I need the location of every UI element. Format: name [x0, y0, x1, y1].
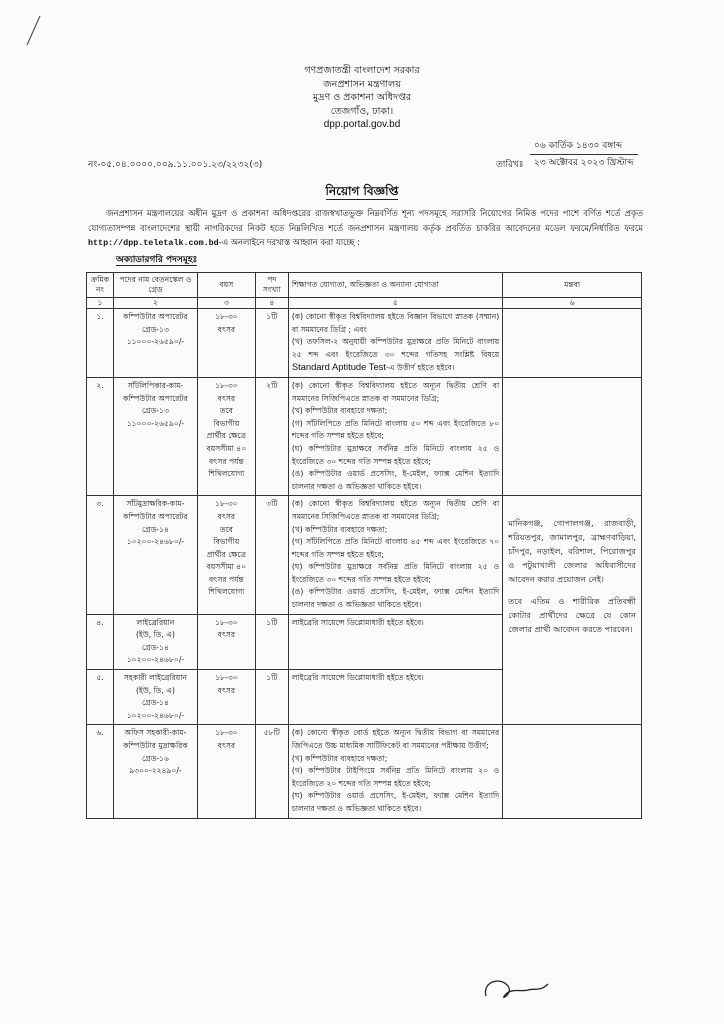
- remarks-quota: তবে এতিম ও শারীরিক প্রতিবন্ধী কোটার প্রার্থীদের ক্ষেত্রে যে কোন জেলার প্রার্থী আবেদন করতে পারবেন।: [508, 596, 636, 635]
- header-sl: ক্রমিক নং: [87, 273, 114, 298]
- row-sl: ৫.: [87, 670, 114, 725]
- column-number-row: [87, 298, 642, 309]
- header-government: গণপ্রজাতন্ত্রী বাংলাদেশ সরকার: [304, 65, 420, 76]
- date-bangla: ০৬ কার্তিক ১৪৩০ বঙ্গাব্দ: [534, 141, 623, 151]
- row-count: ১টি: [255, 670, 288, 725]
- date-label: তারিখঃ: [496, 160, 524, 170]
- remarks-districts: মানিকগঞ্জ, গোপালগঞ্জ, রাজবাড়ী, শরিয়তপুর, জামালপুর, ব্রাহ্মণবাড়িয়া, চাঁদপুর, নড়াইল, বরিশাল, পিরোজপুর ও পটুয়াখালী জেলার অধিবাসীদের আবেদন করার প্রয়োজন নেই।: [508, 518, 636, 585]
- row-age: ১৮-৩০ বৎসর: [197, 725, 255, 818]
- row-post: সাঁটলিপিকার-কাম-কম্পিউটার অপারেটর গ্রেড-১৩ ১১০০০-২৬৫৯০/-: [113, 377, 197, 495]
- row-qualification: লাইব্রেরি সায়েন্সে ডিপ্লোমাধারী হইতে হইবে।: [288, 614, 502, 669]
- header-qualification: শিক্ষাগত যোগ্যতা, অভিজ্ঞতা ও অন্যান্য যোগ্যতা: [288, 273, 502, 298]
- row-age: ১৮-৩০ বৎসর: [197, 670, 255, 725]
- row-qualification: (ক) কোনো স্বীকৃত বোর্ড হইতে অন্যূন দ্বিতীয় বিভাগ বা সমমানের জিপিএতে উচ্চ মাধ্যমিক সার্টিফিকেট বা সমমানের পরীক্ষায় উত্তীর্ণ; (খ) কম্পিউটার ব্যবহারে দক্ষতা; (গ) কম্পিউটার টাইপিংয়ে সর্বনিম্ন প্রতি মিনিটে বাংলায় ২০ ও ইংরেজিতে ২০ শব্দের গতি সম্পন্ন হইতে হইবে; (ঘ) কম্পিউটার ওয়ার্ড প্রসেসিং, ই-মেইল, ফ্যাক্স মেশিন ইত্যাদি চালনার দক্ষতা ও অভিজ্ঞতা থাকিতে হইবে।: [288, 725, 502, 818]
- vacancy-table: [86, 272, 642, 819]
- teletalk-link[interactable]: http://dpp.teletalk.com.bd: [88, 238, 219, 248]
- header-post: পদের নাম বেতনস্কেল ও গ্রেড: [113, 273, 197, 298]
- header-address: তেজগাঁও, ঢাকা।: [330, 105, 394, 117]
- row-post: অফিস সহকারী-কাম-কম্পিউটার মুদ্রাক্ষরিক গ্রেড-১৬ ৯৩০০-২২৪৯০/-: [113, 725, 197, 818]
- row-count: ১টি: [255, 309, 288, 378]
- table-row: [87, 309, 642, 378]
- date-divider: [530, 154, 638, 155]
- row-qualification: (ক) কোনো স্বীকৃত বিশ্ববিদ্যালয় হইতে বিজ্ঞান বিভাগে স্নাতক (সম্মান) বা সমমানের ডিগ্রি ; এবং (খ) তফসিল-২ অনুযায়ী কম্পিউটার মুদ্রাক্ষরে প্রতি মিনিটে বাংলায় ২৫ শব্দ এবং ইংরেজিতে ৩০ শব্দের গতিসহ সংশ্লিষ্ট বিষয়ে Standard Aptitude Test-এ উত্তীর্ণ হইতে হইবে।: [288, 309, 502, 378]
- remarks-cell-top: [503, 377, 642, 495]
- row-age: ১৮-৩০ বৎসর: [197, 309, 255, 378]
- row-qualification: (ক) কোনো স্বীকৃত বিশ্ববিদ্যালয় হইতে অন্যূন দ্বিতীয় শ্রেণি বা সমমানের সিজিপিএতে স্নাতক বা সমমানের ডিগ্রি; (খ) কম্পিউটার ব্যবহারে দক্ষতা; (গ) সাঁটলিপিতে প্রতি মিনিটে বাংলায় ৫০ শব্দ এবং ইংরেজিতে ৮০ শব্দের গতি সম্পন্ন হইতে হইবে; (ঘ) কম্পিউটার মুদ্রাক্ষরে সর্বনিম্ন প্রতি মিনিটে বাংলায় ২৫ ও ইংরেজিতে ৩০ শব্দের গতি সম্পন্ন হইতে হইবে; (ঙ) কম্পিউটার ওয়ার্ড প্রসেসিং, ই-মেইল, ফ্যাক্স মেশিন ইত্যাদি চালনার দক্ষতা ও অভিজ্ঞতা থাকিতে হইবে।: [288, 377, 502, 495]
- remarks-cell-top: [503, 309, 642, 378]
- header-department: মুদ্রণ ও প্রকাশনা অধিদপ্তর: [312, 92, 412, 103]
- pen-stroke-mark: [24, 14, 44, 48]
- column-number: ২: [113, 298, 197, 309]
- column-number: ৪: [255, 298, 288, 309]
- table-header-row: [87, 273, 642, 298]
- row-age: ১৮-৩০ বৎসর তবে বিভাগীয় প্রার্থীর ক্ষেত্রে বয়সসীমা ৪০ বৎসর পর্যন্ত শিথিলযোগ্য: [197, 377, 255, 495]
- table-row: [87, 377, 642, 495]
- row-count: ১টি: [255, 614, 288, 669]
- row-count: ২টি: [255, 377, 288, 495]
- signature-mark: [478, 970, 558, 1010]
- row-sl: ২.: [87, 377, 114, 495]
- row-age: ১৮-৩০ বৎসর: [197, 614, 255, 669]
- intro-paragraph: জনপ্রশাসন মন্ত্রণালয়ের অধীন মুদ্রণ ও প্রকাশনা অধিদপ্তরের রাজস্বখাতভুক্ত নিম্নবর্ণিত শূন্য পদসমূহে সরাসরি নিয়োগের নিমিত্ত পদের পাশে বর্ণিত শর্তে প্রকৃত যোগ্যতাসম্পন্ন বাংলাদেশের স্থায়ী নাগরিকদের নিকট হতে নিম্নলিখিত শর্তে জনপ্রশাসন মন্ত্রণালয় কর্তৃক প্রবর্তিত চাকরির আবেদনের মডেল ফরমে/নির্ধারিত ফরমে http://dpp.teletalk.com.bd-এ অনলাইনে দরখাস্ত আহ্বান করা যাচ্ছে :: [88, 208, 643, 248]
- row-post: সাঁটমুদ্রাক্ষরিক-কাম-কম্পিউটার অপারেটর গ্রেড-১৪ ১০২০০-২৪৬৮০/-: [113, 496, 197, 614]
- section-title: অক্যাডারগরি পদসমূহঃ: [116, 255, 198, 265]
- date-english: ২৩ অক্টোবর ২০২৩ খ্রিস্টাব্দ: [534, 158, 634, 168]
- header-remarks: মন্তব্য: [503, 273, 642, 298]
- row-post: সহকারী লাইব্রেরিয়ান (ইউ, ডি, এ) গ্রেড-১৪ ১০২০০-২৪৬৮০/-: [113, 670, 197, 725]
- row-sl: ৩.: [87, 496, 114, 614]
- row-qualification: (ক) কোনো স্বীকৃত বিশ্ববিদ্যালয় হইতে অন্যূন দ্বিতীয় শ্রেণি বা সমমানের সিজিপিএতে স্নাতক বা সমমানের ডিগ্রি; (খ) কম্পিউটার ব্যবহারে দক্ষতা; (গ) সাঁটলিপিতে প্রতি মিনিটে বাংলায় ৪৫ শব্দ এবং ইংরেজিতে ৭০ শব্দের গতি সম্পন্ন হইতে হইবে; (ঘ) কম্পিউটার মুদ্রাক্ষরে সর্বনিম্ন প্রতি মিনিটে বাংলায় ২৫ ও ইংরেজিতে ৩০ শব্দের গতি সম্পন্ন হইতে হইবে; (ঙ) কম্পিউটার ওয়ার্ড প্রসেসিং, ই-মেইল, ফ্যাক্স মেশিন ইত্যাদি চালনার দক্ষতা ও অভিজ্ঞতা থাকিতে হইবে।: [288, 496, 502, 614]
- row-post: লাইব্রেরিয়ান (ইউ, ডি, এ) গ্রেড-১৪ ১০২০০-২৪৬৮০/-: [113, 614, 197, 669]
- column-number: ৬: [503, 298, 642, 309]
- row-sl: ৪.: [87, 614, 114, 669]
- header-ministry: জনপ্রশাসন মন্ত্রণালয়: [323, 78, 401, 90]
- header-website: dpp.portal.gov.bd: [323, 119, 401, 130]
- column-number: ১: [87, 298, 114, 309]
- row-sl: ৬.: [87, 725, 114, 818]
- row-count: ৫৮টি: [255, 725, 288, 818]
- table-row: [87, 725, 642, 818]
- column-number: ৫: [288, 298, 502, 309]
- memo-number: নং-০৫.০৪.০০০০.০০৯.১১.০০১.২৩/২২৩২(৩): [88, 160, 263, 170]
- header-age: বয়স: [197, 273, 255, 298]
- date-block: [530, 139, 638, 170]
- header-count: পদ সংখ্যা: [255, 273, 288, 298]
- table-row: [87, 496, 642, 614]
- remarks-cell-bottom: [503, 725, 642, 818]
- row-sl: ১.: [87, 309, 114, 378]
- row-age: ১৮-৩০ বৎসর তবে বিভাগীয় প্রার্থীর ক্ষেত্রে বয়সসীমা ৪০ বৎসর পর্যন্ত শিথিলযোগ্য: [197, 496, 255, 614]
- column-number: ৩: [197, 298, 255, 309]
- row-post: কম্পিউটার অপারেটর গ্রেড-১৩ ১১০০০-২৬৫৯০/-: [113, 309, 197, 378]
- row-qualification: লাইব্রেরি সায়েন্সে ডিপ্লোমাধারী হইতে হইবে।: [288, 670, 502, 725]
- office-header: [0, 64, 724, 132]
- row-count: ৩টি: [255, 496, 288, 614]
- remarks-cell: [503, 496, 642, 725]
- notice-title: নিয়োগ বিজ্ঞপ্তি: [325, 184, 399, 198]
